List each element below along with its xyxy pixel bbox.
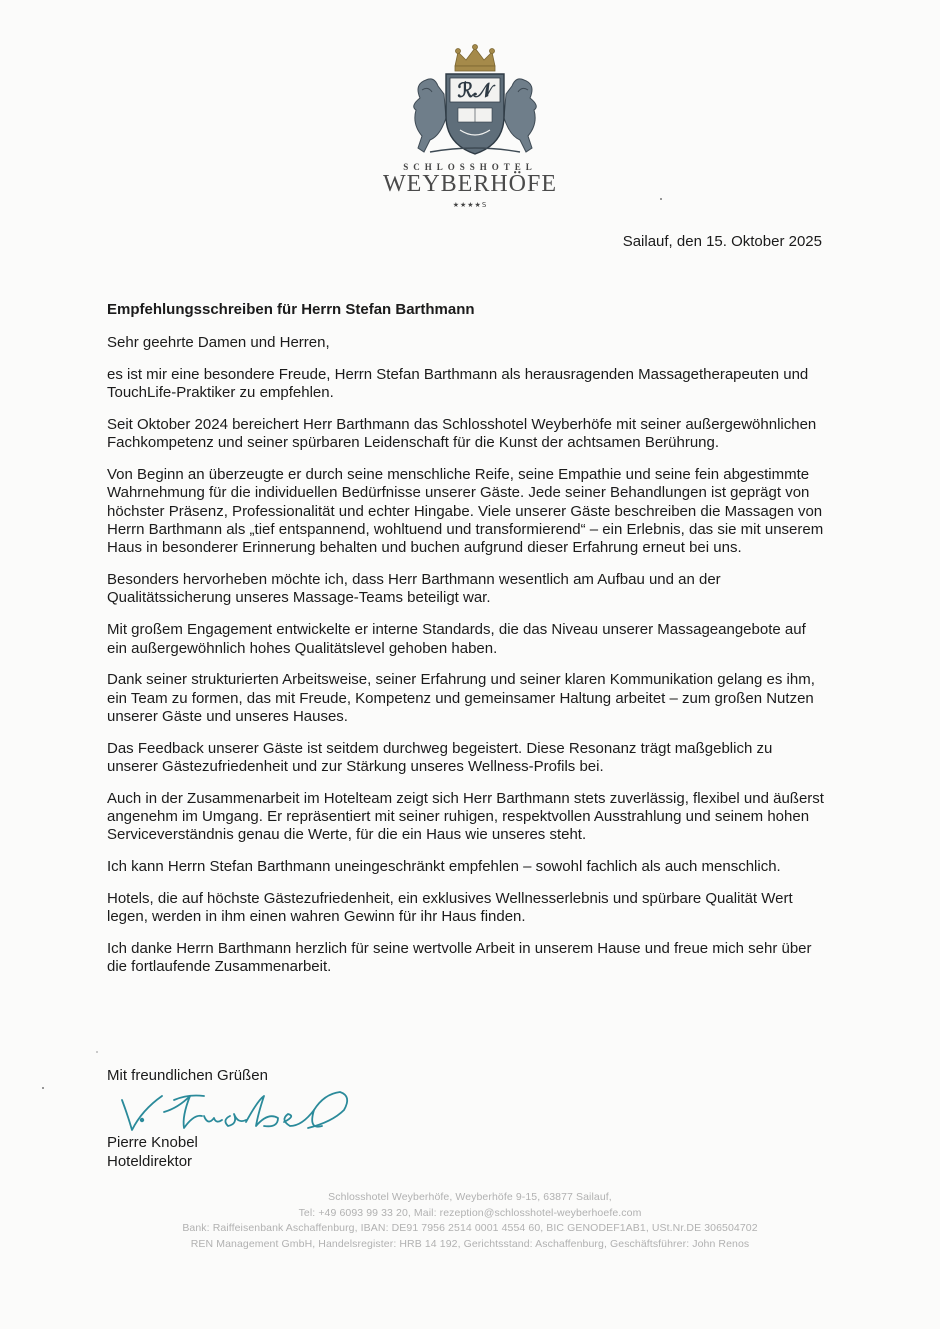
letter-footer <box>0 1190 940 1252</box>
brand-subtitle: SCHLOSSHOTEL <box>403 162 537 172</box>
svg-text:ℛ𝒩: ℛ𝒩 <box>457 80 493 102</box>
footer-contact: Tel: +49 6093 99 33 20, Mail: rezeption@schlosshotel-weyberhoefe.com <box>298 1206 642 1219</box>
footer-bank: Bank: Raiffeisenbank Aschaffenburg, IBAN: DE91 7956 2514 0001 4554 60, BIC GENODEF1AB1, USt.Nr.DE 306504702 <box>182 1222 758 1234</box>
scan-speck <box>660 198 662 200</box>
footer-registry: REN Management GmbH, Handelsregister: HRB 14 192, Gerichtsstand: Aschaffenburg, Geschäftsführer: John Renos <box>190 1237 750 1250</box>
signer-title: Hoteldirektor <box>107 1152 193 1170</box>
letter-salutation: Sehr geehrte Damen und Herren, <box>107 334 330 351</box>
paragraph: Das Feedback unserer Gäste ist seitdem durchweg begeistert. Diese Resonanz trägt maßgeblich zu unserer Gästezufriedenheit und zur Stärkung unseres Wellness-Profils bei. <box>107 739 773 776</box>
paragraph: Hotels, die auf höchste Gästezufriedenheit, ein exklusives Wellnesserlebnis und spürbare Qualität Wert legen, werden in ihm einen wahren Gewinn für ihr Haus finden. <box>107 890 793 926</box>
brand-name: WEYBERHÖFE <box>383 171 557 197</box>
paragraph: Von Beginn an überzeugte er durch seine menschliche Reife, seine Empathie und seine fein abgestimmte Wahrnehmung für die individuellen Bedürfnisse unserer Gäste. Jede seiner Behandlungen ist geprägt von höchster Präsenz, Professionalität und echter Hingabe. Viele unserer Gäste beschreiben die Massagen von Herrn Barthmann als „tief entspannend, wohltuend und transformierend“ – ein Erlebnis, das sie mit unserem Haus in besonderer Erinnerung behalten und buchen aufgrund dieser Erfahrung erneut bei uns. <box>107 466 824 557</box>
paragraph: Besonders hervorheben möchte ich, dass Herr Barthmann wesentlich am Aufbau und an der Qualitätssicherung unseres Massage-Teams beteiligt war. <box>107 571 721 607</box>
scan-speck <box>42 1087 44 1089</box>
paragraph: es ist mir eine besondere Freude, Herrn Stefan Barthmann als herausragenden Massagetherapeuten und TouchLife-Praktiker zu empfehlen. <box>107 366 809 402</box>
footer-address: Schlosshotel Weyberhöfe, Weyberhöfe 9-15, 63877 Sailauf, <box>328 1191 612 1203</box>
paragraph: Seit Oktober 2024 bereichert Herr Barthmann das Schlosshotel Weyberhöfe mit seiner außergewöhnlichen Fachkompetenz und seiner spürbaren Leidenschaft für die Kunst der achtsamen Berührung. <box>107 416 817 452</box>
scan-speck <box>96 1051 98 1053</box>
letter-date: Sailauf, den 15. Oktober 2025 <box>622 233 822 250</box>
letter-subject: Empfehlungsschreiben für Herrn Stefan Barthmann <box>107 301 475 318</box>
paragraph: Ich kann Herrn Stefan Barthmann uneingeschränkt empfehlen – sowohl fachlich als auch menschlich. <box>107 858 781 876</box>
paragraph: Dank seiner strukturierten Arbeitsweise, seiner Erfahrung und seiner klaren Kommunikation gelang es ihm, ein Team zu formen, das mit Freude, Kompetenz und gemeinsamer Haltung arbeitet – zum großen Nutzen unserer Gäste und unseres Hauses. <box>107 671 815 725</box>
handwritten-signature-icon <box>108 1086 358 1136</box>
paragraph: Mit großem Engagement entwickelte er interne Standards, die das Niveau unserer Massageangebote auf ein außergewöhnlich hohes Qualitätslevel gehoben haben. <box>107 621 806 657</box>
signer-block <box>107 1134 198 1171</box>
letter-body <box>107 366 827 990</box>
signer-name: Pierre Knobel <box>107 1134 198 1151</box>
paragraph: Ich danke Herrn Barthmann herzlich für seine wertvolle Arbeit in unserem Hause und freue mich sehr über die fortlaufende Zusammenarbeit. <box>107 940 812 976</box>
brand-stars: ★★★★S <box>452 201 488 209</box>
letter-closing: Mit freundlichen Grüßen <box>107 1067 268 1084</box>
crest-logo-icon <box>400 40 550 164</box>
paragraph: Auch in der Zusammenarbeit im Hotelteam zeigt sich Herr Barthmann stets zuverlässig, flexibel und äußerst angenehm im Umgang. Er repräsentiert mit seiner ruhigen, respektvollen Ausstrahlung und seinem hohen Serviceverständnis genau die Werte, für die ein Haus wie unseres steht. <box>107 789 824 844</box>
